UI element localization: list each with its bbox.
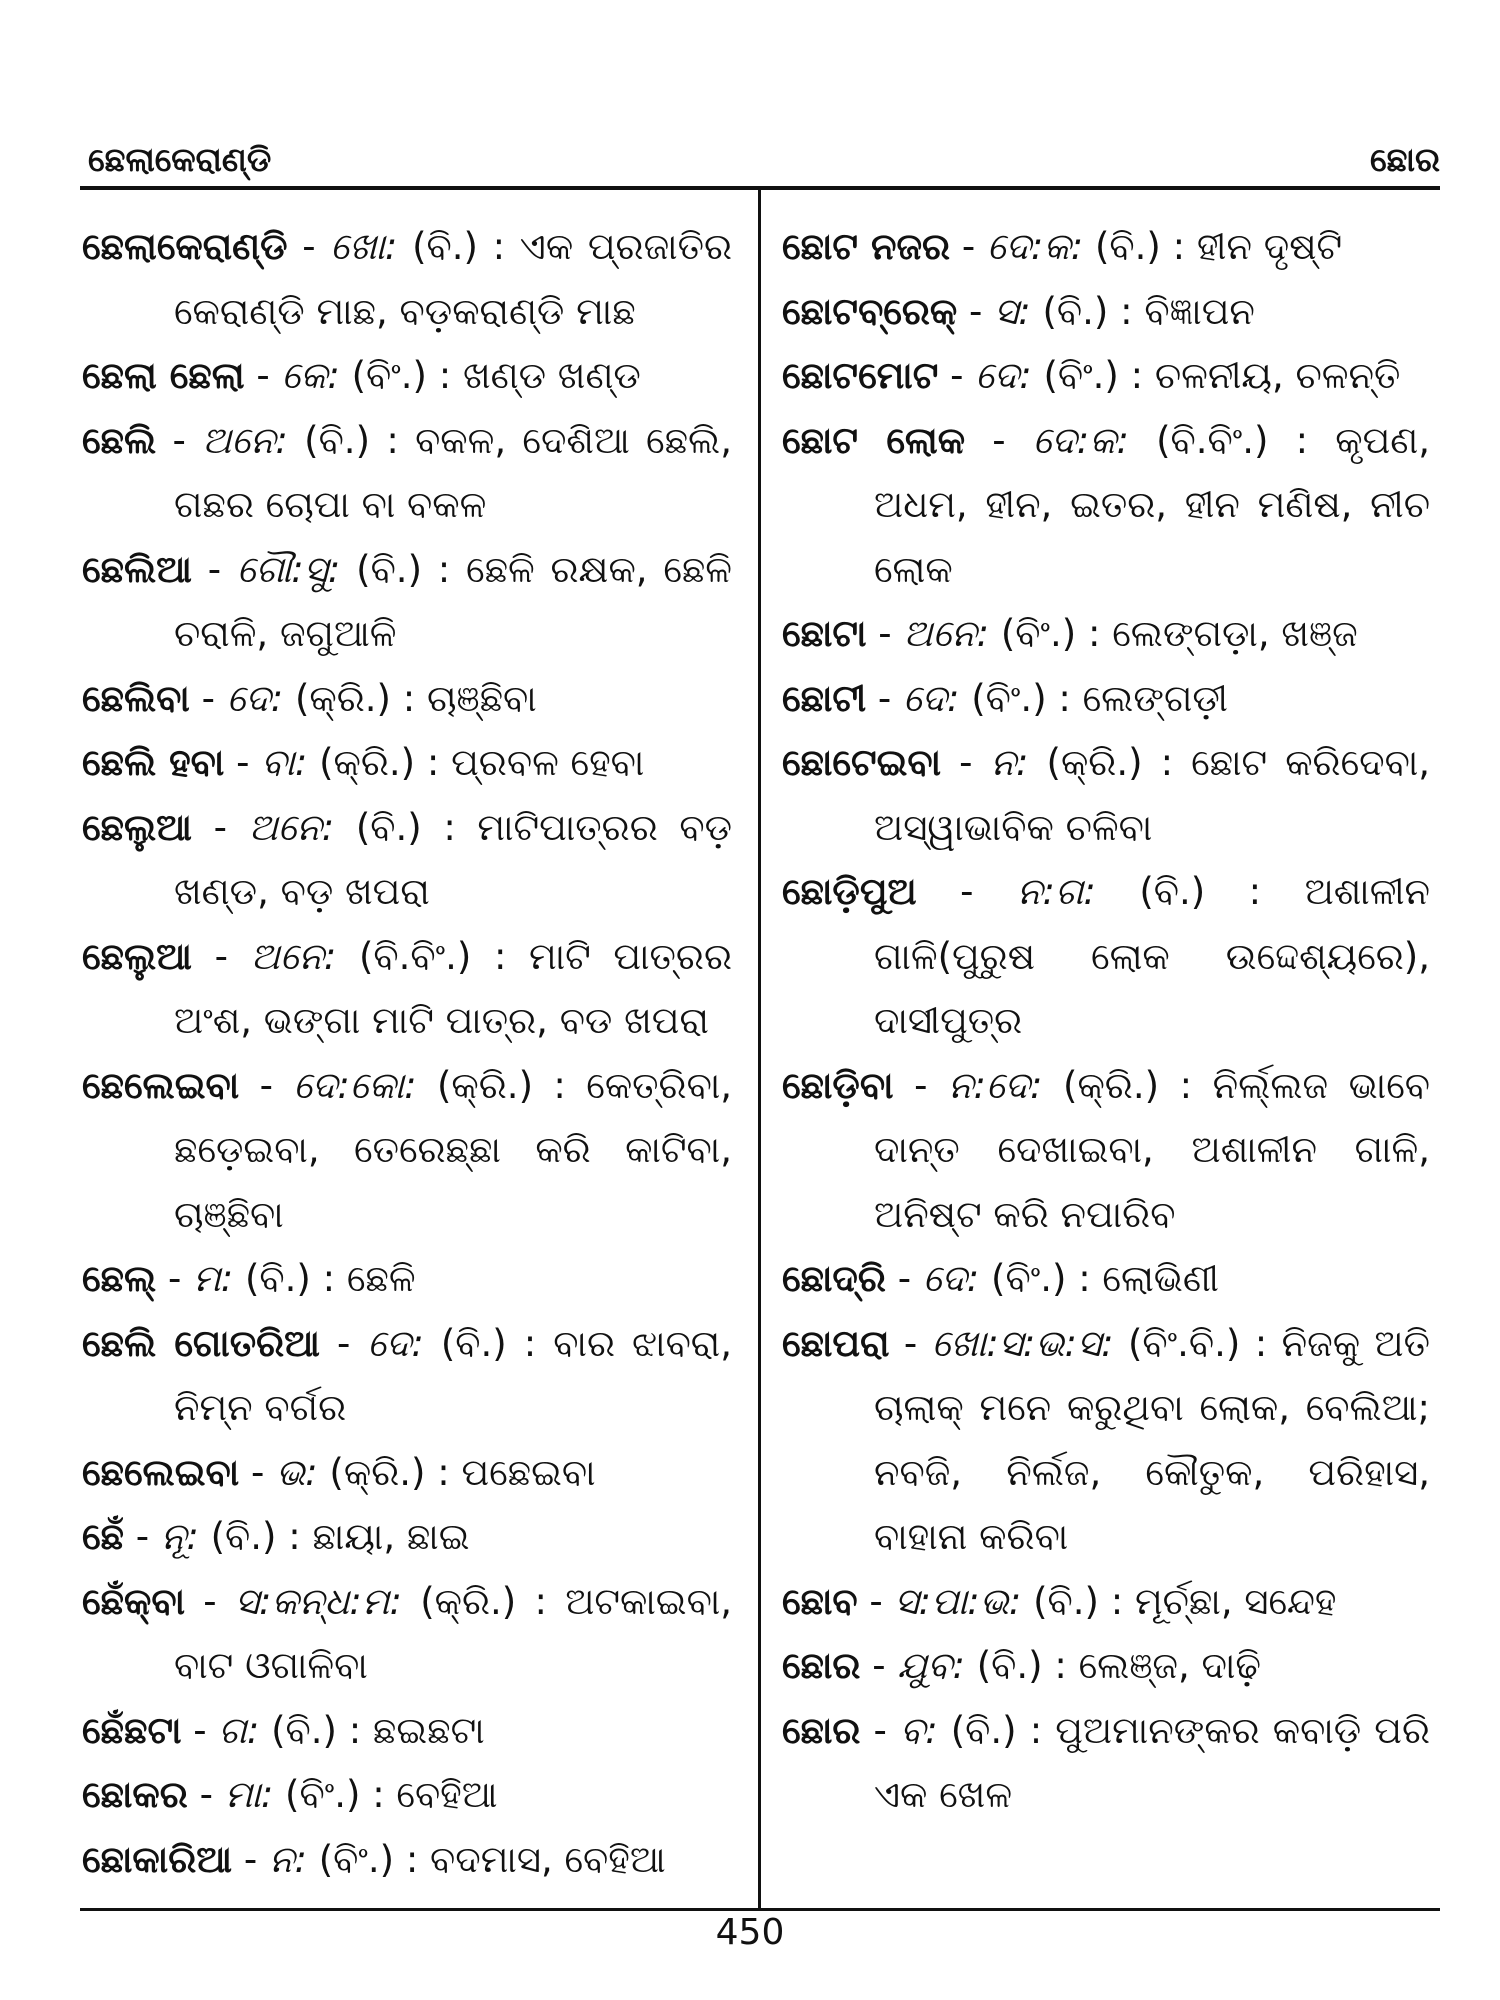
entry-origin: ଦେ:କୋ:	[293, 1063, 417, 1107]
entry-definition: : ଛଇଛଟା	[348, 1708, 485, 1752]
entry-definition: : ବିଜ୍ଞାପନ	[1120, 289, 1255, 333]
entry-origin: ଯୁବ:	[897, 1644, 965, 1687]
entry-origin: ଦେ:	[922, 1257, 980, 1300]
entry-origin: ଦେ:	[975, 354, 1032, 397]
entry-part-of-speech: (ବିଂ.)	[1043, 354, 1119, 397]
entry-part-of-speech: (ବି.)	[271, 1708, 337, 1752]
entry-definition: : ନିଜକୁ ଅତି ଚାଲାକ୍ ମନେ କରୁଥିବା ଲୋକ, ବେଲିଆ; ନବଜି, ନିର୍ଲଜ, କୌତୁକ, ପରିହାସ, ବାହାନା କରିବା	[874, 1321, 1431, 1558]
entry-part-of-speech: (ବିଂ.)	[351, 354, 427, 397]
entry-part-of-speech: (ବି.)	[356, 547, 423, 591]
entry-headword: ଛେଲା ଛେଲା	[82, 354, 245, 397]
entry-part-of-speech: (ବି.)	[304, 418, 371, 462]
entry-part-of-speech: (ବି.)	[440, 1321, 507, 1365]
entry-part-of-speech: (ବି.)	[1139, 870, 1206, 913]
dictionary-entry: ଛେଲି - ଅନେ: (ବି.) : ବକଳ, ଦେଶିଆ ଛେଲି, ଗଛର ଚୋପା ବା ବକଳ	[82, 418, 732, 526]
entry-headword: ଛେଲି	[82, 418, 157, 462]
dictionary-entry: ଛୋଟମୋଟ - ଦେ: (ବିଂ.) : ଚଳନୀୟ, ଚଳନ୍ତି	[782, 354, 1401, 397]
entry-definition: : ଛାୟା, ଛାଇ	[288, 1515, 470, 1558]
entry-definition: : ଚଳନୀୟ, ଚଳନ୍ତି	[1130, 354, 1401, 397]
entry-origin: ଅନେ:	[250, 934, 337, 978]
entry-definition: : ମୂର୍ଚ୍ଛା, ସନ୍ଦେହ	[1110, 1579, 1337, 1623]
entry-origin: ସ:	[994, 289, 1031, 333]
dictionary-entry: ଛେଲେଇବା - ଦେ:କୋ: (କ୍ରି.) : କେତ୍‌ରିବା, ଛଡ଼େଇବା, ତେରେଛ୍ଛା କରି କାଟିବା, ଚାଞ୍ଛିବା	[82, 1063, 733, 1236]
entry-headword: ଛେଲିବା	[82, 676, 190, 720]
entry-definition: : ବଦମାସ, ବେହିଆ	[405, 1837, 666, 1881]
entry-definition: : ଏକ ପ୍ରଜାତିର କେରାଣ୍ଡି ମାଛ, ବଡ଼କରାଣ୍ଡି ମାଛ	[174, 225, 732, 333]
dictionary-entry: ଛୋକାରିଆ - ନ: (ବିଂ.) : ବଦମାସ, ବେହିଆ	[82, 1837, 666, 1881]
running-header	[88, 140, 1440, 190]
entry-definition: : ମାଟି ପାତ୍ରର ଅଂଶ, ଭଙ୍ଗା ମାଟି ପାତ୍ର, ବଡ ଖପରା	[174, 934, 733, 1042]
entry-definition: : ଚାଞ୍ଛିବା	[402, 676, 537, 720]
entry-definition: : କେତ୍‌ରିବା, ଛଡ଼େଇବା, ତେରେଛ୍ଛା କରି କାଟିବା, ଚାଞ୍ଛିବା	[174, 1063, 733, 1236]
entry-origin: ଅନେ:	[202, 418, 288, 462]
dictionary-entry: ଛୋର - ଯୁବ: (ବି.) : ଲେଞ୍ଜ, ଦାଢ଼ି	[782, 1644, 1262, 1687]
entry-headword: ଛେଲି ଗୋତରିଆ	[82, 1321, 320, 1365]
entry-origin: ଦେ:କ:	[986, 225, 1084, 268]
entry-part-of-speech: (କ୍ରି.)	[294, 676, 391, 720]
entry-definition: : ଛେଳି	[322, 1257, 416, 1300]
entry-origin: ଗୌ:ସୁ:	[236, 547, 341, 591]
entry-definition: : ଅଟକାଇବା, ବାଟ ଓଗାଳିବା	[174, 1579, 733, 1687]
entry-headword: ଛେଲି ହବା	[82, 741, 225, 784]
dictionary-entry: ଛୋବ - ସ:ପା:ଭ: (ବି.) : ମୂର୍ଚ୍ଛା, ସନ୍ଦେହ	[782, 1579, 1337, 1623]
entry-origin: ମ:	[193, 1257, 234, 1300]
page-number: 450	[715, 1912, 785, 1953]
entry-part-of-speech: (କ୍ରି.)	[1063, 1063, 1160, 1107]
entry-origin: ବ:	[899, 1708, 938, 1752]
dictionary-entry: ଛୋଟା - ଅନେ: (ବିଂ.) : ଲେଙ୍ଗଡ଼ା, ଖଞ୍ଜ	[782, 612, 1358, 655]
entry-origin: ନ:	[268, 1837, 307, 1881]
entry-definition: : ଲୋଭିଣୀ	[1078, 1257, 1219, 1300]
entry-headword: ଛୋଟବ୍ରେକ୍	[782, 289, 958, 333]
entry-definition: : ହୀନ ଦୃଷ୍ଟି	[1172, 225, 1343, 268]
entry-headword: ଛୋଟ ଲୋକ	[782, 418, 966, 462]
footer-rule	[80, 1908, 1440, 1911]
dictionary-entry: ଛେଲିବା - ଦେ: (କ୍ରି.) : ଚାଞ୍ଛିବା	[82, 676, 537, 720]
entry-headword: ଛେଲିଆ	[82, 547, 193, 591]
entry-definition: : ଖଣ୍ଡ ଖଣ୍ଡ	[438, 354, 641, 397]
entry-definition: : ପଛେଇବା	[437, 1450, 596, 1494]
dictionary-entry: ଛେଲେଇବା - ଭ: (କ୍ରି.) : ପଛେଇବା	[82, 1450, 596, 1494]
entry-part-of-speech: (ବିଂ.)	[971, 676, 1047, 720]
dictionary-entry: ଛୋଟ ନଜର - ଦେ:କ: (ବି.) : ହୀନ ଦୃଷ୍ଟି	[782, 225, 1343, 268]
entry-headword: ଛୋଟେଇବା	[782, 741, 942, 784]
dictionary-entry: ଛେଲୁଆ - ଅନେ: (ବି.) : ମାଟିପାତ୍ରର ବଡ଼ ଖଣ୍ଡ, ବଡ଼ ଖପରା	[82, 805, 733, 913]
entry-origin: ଦେ:	[226, 676, 284, 720]
entry-definition: : ବାର ଝାବରା, ନିମ୍ନ ବର୍ଗର	[174, 1321, 732, 1429]
dictionary-entry: ଛେଲାକେରାଣ୍ଡି - ଖୋ: (ବି.) : ଏକ ପ୍ରଜାତିର କେରାଣ୍ଡି ମାଛ, ବଡ଼କରାଣ୍ଡି ମାଛ	[82, 225, 732, 333]
dictionary-entry: ଛୋକର - ମା: (ବିଂ.) : ବେହିଆ	[82, 1773, 498, 1816]
dictionary-entry: ଛେଲୁଆ - ଅନେ: (ବି.ବିଂ.) : ମାଟି ପାତ୍ରର ଅଂଶ, ଭଙ୍ଗା ମାଟି ପାତ୍ର, ବଡ ଖପରା	[82, 934, 733, 1042]
header-left-guide-word: ଛେଲାକେରାଣ୍ଡି	[88, 140, 272, 179]
entry-part-of-speech: (ବି.)	[950, 1708, 1017, 1752]
dictionary-entry: ଛେଲ୍ - ମ: (ବି.) : ଛେଳି	[82, 1257, 416, 1300]
entry-part-of-speech: (ବିଂ.)	[285, 1773, 361, 1816]
entry-origin: ନ:ଦେ:	[948, 1063, 1043, 1107]
entry-part-of-speech: (ବି.ବିଂ.)	[1156, 418, 1269, 462]
entry-headword: ଛୋଟ ନଜର	[782, 225, 951, 268]
entry-origin: ଦେ:କ:	[1032, 418, 1129, 462]
entry-headword: ଛୋଟା	[782, 612, 867, 655]
dictionary-entry: ଛୋଟବ୍ରେକ୍ - ସ: (ବି.) : ବିଜ୍ଞାପନ	[782, 289, 1255, 333]
entry-part-of-speech: (ବିଂ.)	[318, 1837, 395, 1881]
entry-definition: : ଲେଙ୍ଗଡ଼ୀ	[1058, 676, 1228, 720]
entry-origin: ନ:	[990, 741, 1029, 784]
entry-part-of-speech: (କ୍ରି.)	[420, 1579, 517, 1623]
entry-origin: କେ:	[281, 354, 340, 397]
entry-definition: : ଅଶାଳୀନ ଗାଳି(ପୁରୁଷ ଲୋକ ଉଦ୍ଦେଶ୍ୟରେ), ଦାସୀପୁତ୍ର	[874, 870, 1431, 1042]
entry-headword: ଛେଁଛଟା	[82, 1708, 182, 1752]
entry-headword: ଛୋଦ୍‌ରି	[782, 1257, 886, 1300]
entry-headword: ଛୋପରା	[782, 1321, 890, 1365]
entry-origin: ଖୋ:	[330, 225, 398, 268]
entry-definition: : ଛେଳି ରକ୍ଷକ, ଛେଳି ଚରାଳି, ଜଗୁଆଳି	[174, 547, 733, 655]
entry-definition: : ପୁଅମାନଙ୍କର କବାଡ଼ି ପରି ଏକ ଖେଳ	[874, 1708, 1431, 1816]
entry-part-of-speech: (ବି.)	[1033, 1579, 1099, 1623]
entry-headword: ଛେଁକ୍‌ବା	[82, 1579, 186, 1623]
entry-headword: ଛୋଡ଼ିପୁଅ	[782, 870, 917, 913]
header-right-guide-word: ଛୋର	[1370, 140, 1440, 179]
entry-part-of-speech: (ବିଂ.)	[991, 1257, 1067, 1300]
entry-part-of-speech: (କ୍ରି.)	[319, 741, 416, 784]
entry-headword: ଛୋକାରିଆ	[82, 1837, 233, 1881]
entry-headword: ଛୋକର	[82, 1773, 188, 1816]
entry-headword: ଛୋବ	[782, 1579, 858, 1623]
entry-headword: ଛୋର	[782, 1644, 861, 1687]
entry-origin: ମା:	[224, 1773, 274, 1816]
dictionary-entry: ଛୋଡ଼ିବା - ନ:ଦେ: (କ୍ରି.) : ନିର୍ଲ୍ଲଜ ଭାବେ ଦାନ୍ତ ଦେଖାଇବା, ଅଶାଳୀନ ଗାଳି, ଅନିଷ୍ଟ କରି ନପାରିବ	[782, 1063, 1431, 1236]
entry-part-of-speech: (ବି.ବିଂ.)	[358, 934, 472, 978]
entry-headword: ଛେଲେଇବା	[82, 1450, 240, 1494]
entry-headword: ଛୋଟମୋଟ	[782, 354, 939, 397]
dictionary-entry: ଛେଲିଆ - ଗୌ:ସୁ: (ବି.) : ଛେଳି ରକ୍ଷକ, ଛେଳି ଚରାଳି, ଜଗୁଆଳି	[82, 547, 733, 655]
dictionary-entry: ଛେଁଛଟା - ଗ: (ବି.) : ଛଇଛଟା	[82, 1708, 485, 1752]
entry-definition: : ବକଳ, ଦେଶିଆ ଛେଲି, ଗଛର ଚୋପା ବା ବକଳ	[174, 418, 732, 526]
entry-headword: ଛୋର	[782, 1708, 861, 1752]
entry-part-of-speech: (ବି.)	[244, 1257, 311, 1300]
entry-part-of-speech: (ବି.)	[1094, 225, 1161, 268]
entry-definition: : ବେହିଆ	[372, 1773, 498, 1816]
dictionary-entry: ଛେଲି ଗୋତରିଆ - ଦେ: (ବି.) : ବାର ଝାବରା, ନିମ୍ନ ବର୍ଗର	[82, 1321, 732, 1429]
right-column	[782, 215, 1430, 1828]
entry-origin: ସ:କନ୍ଧ:ମ:	[234, 1579, 402, 1623]
dictionary-entry: ଛୋଦ୍‌ରି - ଦେ: (ବିଂ.) : ଲୋଭିଣୀ	[782, 1257, 1219, 1300]
entry-part-of-speech: (ବି.)	[355, 805, 422, 849]
entry-origin: ଅନେ:	[248, 805, 335, 849]
entry-origin: ନ:ଗ:	[1017, 870, 1096, 913]
dictionary-entry: ଛୋଟୀ - ଦେ: (ବିଂ.) : ଲେଙ୍ଗଡ଼ୀ	[782, 676, 1228, 720]
entry-headword: ଛେଲେଇବା	[82, 1063, 240, 1107]
entry-headword: ଛୋଟୀ	[782, 676, 867, 720]
entry-definition: : ପ୍ରବଳ ହେବା	[426, 741, 645, 784]
dictionary-entry: ଛୋଡ଼ିପୁଅ - ନ:ଗ: (ବି.) : ଅଶାଳୀନ ଗାଳି(ପୁରୁଷ ଲୋକ ଉଦ୍ଦେଶ୍ୟରେ), ଦାସୀପୁତ୍ର	[782, 870, 1431, 1042]
dictionary-entry: ଛେଲା ଛେଲା - କେ: (ବିଂ.) : ଖଣ୍ଡ ଖଣ୍ଡ	[82, 354, 641, 397]
entry-definition: : ନିର୍ଲ୍ଲଜ ଭାବେ ଦାନ୍ତ ଦେଖାଇବା, ଅଶାଳୀନ ଗାଳି, ଅନିଷ୍ଟ କରି ନପାରିବ	[874, 1063, 1431, 1236]
dictionary-entry: ଛୋପରା - ଖୋ:ସ:ଭ:ସ: (ବିଂ.ବି.) : ନିଜକୁ ଅତି ଚାଲାକ୍ ମନେ କରୁଥିବା ଲୋକ, ବେଲିଆ; ନବଜି, ନିର୍ଲଜ, କୌତୁକ, ପରିହାସ, ବାହାନା କରିବା	[782, 1321, 1431, 1558]
entry-definition: : ମାଟିପାତ୍ରର ବଡ଼ ଖଣ୍ଡ, ବଡ଼ ଖପରା	[174, 805, 733, 913]
entry-part-of-speech: (ବି.)	[412, 225, 478, 268]
dictionary-entry: ଛୋଟ ଲୋକ - ଦେ:କ: (ବି.ବିଂ.) : କୃପଣ, ଅଧମ, ହୀନ, ଇତର, ହୀନ ମଣିଷ, ନୀଚ ଲୋକ	[782, 418, 1430, 591]
entry-origin: ବା:	[261, 741, 308, 784]
entry-origin: ଗ:	[218, 1708, 260, 1752]
entry-origin: ଖୋ:ସ:ଭ:ସ:	[931, 1321, 1114, 1365]
dictionary-entry: ଛୋଟେଇବା - ନ: (କ୍ରି.) : ଛୋଟ କରିଦେବା, ଅସ୍ୱାଭାବିକ ଚଳିବା	[782, 741, 1431, 849]
entry-part-of-speech: (କ୍ରି.)	[436, 1063, 534, 1107]
entry-headword: ଛେଁ	[82, 1515, 124, 1558]
entry-part-of-speech: (କ୍ରି.)	[329, 1450, 426, 1494]
entry-part-of-speech: (ବି.)	[210, 1515, 277, 1558]
entry-origin: ଦେ:	[903, 676, 960, 720]
left-column	[82, 215, 732, 1892]
entry-part-of-speech: (କ୍ରି.)	[1046, 741, 1143, 784]
entry-part-of-speech: (ବି.)	[1042, 289, 1109, 333]
entry-definition: : କୃପଣ, ଅଧମ, ହୀନ, ଇତର, ହୀନ ମଣିଷ, ନୀଚ ଲୋକ	[874, 418, 1430, 591]
entry-headword: ଛେଲୁଆ	[82, 934, 193, 978]
entry-origin: ସ:ପା:ଭ:	[894, 1579, 1022, 1623]
entry-headword: ଛୋଡ଼ିବା	[782, 1063, 894, 1107]
entry-definition: : ଛୋଟ କରିଦେବା, ଅସ୍ୱାଭାବିକ ଚଳିବା	[874, 741, 1431, 849]
entry-origin: ଦେ:	[367, 1321, 424, 1365]
entry-origin: ଅନେ:	[903, 612, 990, 655]
entry-part-of-speech: (ବିଂ.)	[1000, 612, 1077, 655]
entry-definition: : ଲେଞ୍ଜ, ଦାଢ଼ି	[1054, 1644, 1262, 1687]
entry-part-of-speech: (ବିଂ.ବି.)	[1127, 1321, 1241, 1365]
entry-headword: ଛେଲୁଆ	[82, 805, 193, 849]
dictionary-entry: ଛେଁ - ନୂ: (ବି.) : ଛାୟା, ଛାଇ	[82, 1515, 470, 1558]
entry-definition: : ଲେଙ୍ଗଡ଼ା, ଖଞ୍ଜ	[1088, 612, 1358, 655]
entry-headword: ଛେଲାକେରାଣ୍ଡି	[82, 225, 288, 268]
dictionary-entry: ଛୋର - ବ: (ବି.) : ପୁଅମାନଙ୍କର କବାଡ଼ି ପରି ଏକ ଖେଳ	[782, 1708, 1431, 1816]
entry-headword: ଛେଲ୍	[82, 1257, 157, 1300]
column-divider	[758, 190, 761, 1908]
dictionary-entry: ଛେଁକ୍‌ବା - ସ:କନ୍ଧ:ମ: (କ୍ରି.) : ଅଟକାଇବା, ବାଟ ଓଗାଳିବା	[82, 1579, 733, 1687]
entry-origin: ନୂ:	[160, 1515, 199, 1558]
dictionary-entry: ଛେଲି ହବା - ବା: (କ୍ରି.) : ପ୍ରବଳ ହେବା	[82, 741, 645, 784]
entry-origin: ଭ:	[276, 1450, 318, 1494]
entry-part-of-speech: (ବି.)	[976, 1644, 1043, 1687]
